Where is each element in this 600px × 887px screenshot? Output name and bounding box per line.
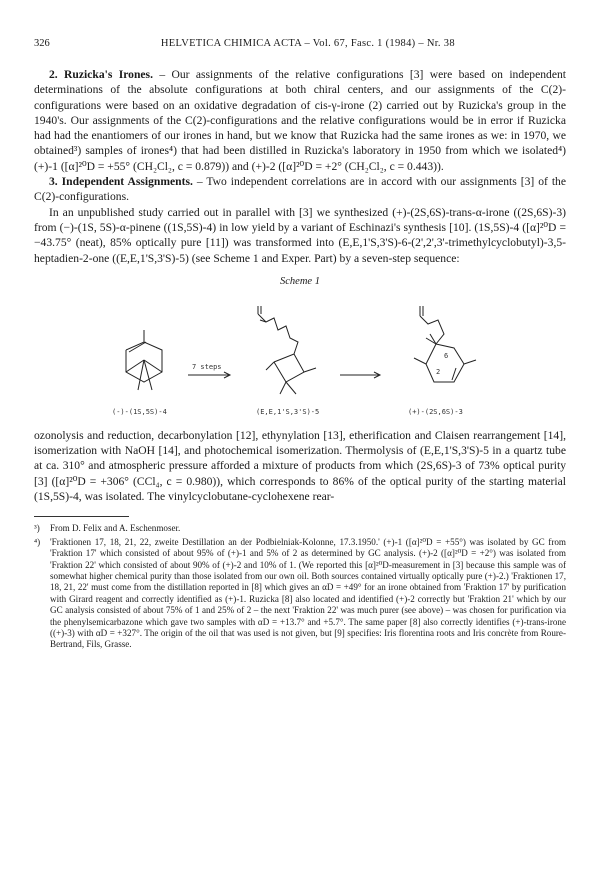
section-independent-assignments bbox=[34, 174, 566, 205]
heptadienone-structure bbox=[258, 306, 316, 394]
footnote-marker: ³) bbox=[34, 523, 40, 534]
paragraph-thermolysis: ozonolysis and reduction, decarbonylation [12], ethynylation [13], etherification and Claisen rearrangement [14], isomerization with NaOH [14], and photochemical isomerization. Thermolysis of (E,E,1'S,3'S)-5 in a quartz tube at ca. 310° and atmospheric pressure afforded a mixture of products from which (2S,6S)-3 of 73% optical purity [3] ([α]²⁰D = +306° (CCl₄, c = 0.980)), which corresponds to 86% of the optical purity of the starting material (1S,5S)-4, was isolated. The vinylcyclobutane-cyclohexene rear- bbox=[34, 428, 566, 504]
article-body bbox=[34, 67, 566, 504]
footnote-text: 'Fraktionen 17, 18, 21, 22, zweite Destillation an der Podbielniak-Kolonne, 17.3.1950.' (+)-1 ([α]²⁰D = +55°) was isolated by GC from 'Fraktion 17' which consisted of about 95% of (+)-1 and 5% of 2 as determined by GC analysis. (+)-2 ([α]²⁰D = +2°) was isolated from 'Fraktion 22' which consisted of about 90% of (+)-2 and 10% of 1. (We reported this [α]²⁰D-measurement in [3] because this sample was of somewhat higher chemical purity than those isolated from our own oil. Both sources contained virtually optically pure (+)-2.) 'Fraktionen 17, 18, 21, 22' must come from the distillation reported in [8] which gives an αD = +49° for an irone obtained from 'Fraktion 17' by purification with Girard reagent and correctly identified as (+)-1. Ruzicka [8] also located and identified (+)-2 correctly but 'Fraktion 21' which by our GC analysis consisted of about 75% of 1 and 25% of 2 – the next 'Fraktion 22' was much purer (see above) – was chosen for purification via the phenylsemicarbazone which gave two samples with αD = +13.7° and +5.7°. The same paper [8] also correctly identifies (+)-trans-irone ((+)-3) with αD = +327°. The origin of the oil that was used is not given, but [9] specifies: Iris florentina roots and Iris concrète from Roure-Bertrand, Fils, Grasse. bbox=[50, 536, 566, 650]
paragraph-text: – Our assignments of the relative configurations [3] were based on independent determinations of the absolute configurations at both chiral centers, and our assignments of the C(2)-configurations were based on an oxidative degradation of cis-γ-irone (2) carried out by Ruzicka's group in the 1940's. Our assignments of the C(2)-configurations and the relative configurations would be in error if Ruzicka had had the enantiomers of our irones in hand, but we know that Ruzicka had the same irones as we: in 1970, we obtained³) samples of irones⁴) that had been distilled in Ruzicka's laboratory in 1950 from which we isolated⁴) (+)-1 ([α]²⁰D = +55° (CH₂Cl₂, c = 0.879)) and (+)-2 ([α]²⁰D = +2° (CH₂Cl₂, c = 0.443)). bbox=[34, 68, 566, 173]
alpha-pinene-structure bbox=[126, 330, 162, 390]
page bbox=[34, 38, 566, 651]
footnote-marker: ⁴) bbox=[34, 536, 41, 547]
compound-label-4: (-)-(1S,5S)-4 bbox=[112, 407, 167, 416]
paragraph-text: – Two independent correlations are in accord with our assignments [3] of the C(2)-configurations. bbox=[34, 175, 566, 204]
footnote-4 bbox=[34, 537, 566, 651]
footnote-text: From D. Felix and A. Eschenmoser. bbox=[50, 523, 181, 534]
reaction-scheme-figure bbox=[34, 290, 566, 430]
scheme-title: Scheme 1 bbox=[280, 275, 320, 287]
ring-number-2: 2 bbox=[436, 367, 441, 376]
scheme-1 bbox=[34, 276, 566, 428]
section-ruzicka-irones bbox=[34, 67, 566, 174]
footnote-divider bbox=[34, 516, 129, 517]
compound-label-5: (E,E,1'S,3'S)-5 bbox=[256, 407, 320, 416]
section-heading: 2. Ruzicka's Irones. bbox=[49, 68, 153, 81]
footnote-3 bbox=[34, 523, 566, 534]
reaction-arrow-1 bbox=[188, 372, 230, 378]
irone-structure bbox=[414, 306, 476, 382]
arrow-label: 7 steps bbox=[192, 362, 222, 371]
compound-label-3: (+)-(2S,6S)-3 bbox=[408, 407, 463, 416]
running-header bbox=[34, 38, 566, 49]
journal-title: HELVETICA CHIMICA ACTA – Vol. 67, Fasc. 1 (1984) – Nr. 38 bbox=[160, 38, 455, 49]
section-heading: 3. Independent Assignments. bbox=[49, 175, 193, 189]
ring-number-6: 6 bbox=[444, 351, 449, 360]
page-number: 326 bbox=[34, 38, 50, 49]
paragraph-synthesis: In an unpublished study carried out in parallel with [3] we synthesized (+)-(2S,6S)-trans-α-irone ((2S,6S)-3) from (−)-(1S, 5S)-α-pinene ((1S,5S)-4) in low yield by a variant of Eschinazi's synthesis [10]. (1S,5S)-4 ([α]²⁰D = −43.75° (neat), 85% optically pure [11]) was transformed into (E,E,1'S,3'S)-6-(2',2',3'-trimethylcyclobutyl)-3,5-heptadien-2-one ((E,E,1'S,3'S)-5) (see Scheme 1 and Exper. Part) by a seven-step sequence: bbox=[34, 205, 566, 265]
reaction-arrow-2 bbox=[340, 372, 380, 378]
